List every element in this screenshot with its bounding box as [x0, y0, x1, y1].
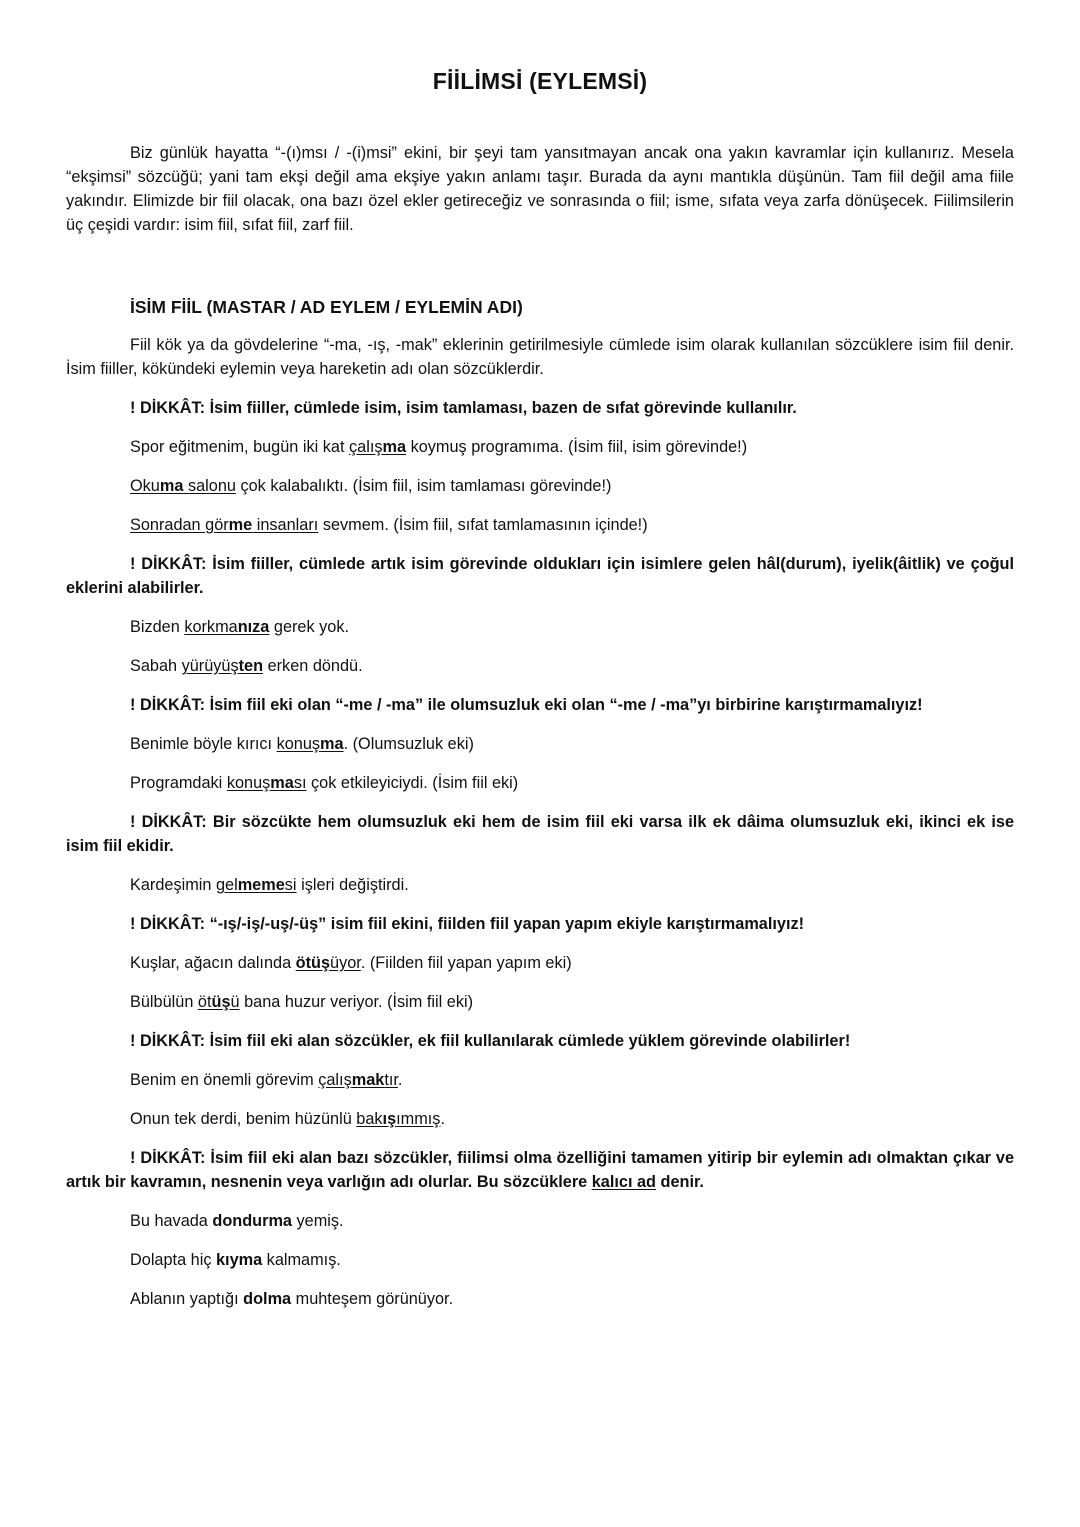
text-segment: Onun tek derdi, benim hüzünlü — [130, 1110, 357, 1128]
text-segment: denir. — [656, 1173, 704, 1191]
text-segment: Bizden — [130, 618, 185, 636]
emphasized-text: gel — [215, 876, 238, 894]
text-segment: . (Fiilden fiil yapan yapım eki) — [360, 954, 572, 972]
text-segment: sevmem. (İsim fiil, sıfat tamlamasının içinde!) — [318, 516, 648, 534]
warning-note — [66, 396, 1014, 420]
text-segment: Biz günlük hayatta “-(ı)msı / -(i)msi” ekini, bir şeyi tam yansıtmayan ancak ona yakın kavramlar için kullanırız. Mesela “ekşimsi” sözcüğü; yani tam ekşi değil ama ekşiye yakın anlamı taşır. Burada da aynı mantıkla düşünün. Tam fiil değil ama fiile yakındır. Elimizde bir fiil olacak, ona bazı özel ekler getireceğiz ve sonrasında o fiil; isme, sıfata veya zarfa dönüşecek. Fiilimsilerin üç çeşidi vardır: isim fiil, sıfat fiil, zarf fiil. — [66, 144, 1014, 234]
warning-note — [66, 912, 1014, 936]
emphasized-text: mak — [351, 1071, 385, 1089]
emphasized-text: konuş — [226, 774, 271, 792]
text-segment: Benim en önemli görevim — [130, 1071, 319, 1089]
emphasized-text: ü — [230, 993, 240, 1011]
example-sentence — [66, 435, 1014, 459]
text-segment: Kardeşimin — [130, 876, 216, 894]
emphasized-text: si — [284, 876, 297, 894]
example-sentence — [66, 1209, 1014, 1233]
text-segment: gerek yok. — [269, 618, 350, 636]
text-segment: erken döndü. — [263, 657, 363, 675]
example-sentence — [66, 951, 1014, 975]
emphasized-text: konuş — [276, 735, 321, 753]
emphasized-text: bak — [356, 1110, 383, 1128]
emphasized-text: ış — [382, 1110, 397, 1128]
emphasized-text: kalıcı ad — [591, 1173, 656, 1191]
emphasized-text: ma — [270, 774, 294, 792]
text-segment: . — [397, 1071, 403, 1089]
document-page — [66, 68, 1014, 1326]
text-segment: çok kalabalıktı. (İsim fiil, isim tamlaması görevinde!) — [235, 477, 612, 495]
warning-note — [66, 1146, 1014, 1194]
warning-note — [66, 552, 1014, 600]
text-segment: ! DİKKÂT: Bir sözcükte hem olumsuzluk eki hem de isim fiil eki varsa ilk ek dâima olumsuzluk eki, ikinci ek ise isim fiil ekidir. — [66, 813, 1014, 855]
text-segment: ! DİKKÂT: İsim fiiller, cümlede artık isim görevinde oldukları için isimlere gelen hâl(durum), iyelik(âitlik) ve çoğul eklerini alabilirler. — [66, 555, 1014, 597]
warning-note — [66, 1029, 1014, 1053]
text-segment: İSİM FİİL (MASTAR / AD EYLEM / EYLEMİN ADI) — [130, 297, 523, 317]
emphasized-text: üyor — [330, 954, 361, 972]
text-segment: muhteşem görünüyor. — [291, 1290, 454, 1308]
emphasized-text: nıza — [237, 618, 270, 636]
example-sentence — [66, 732, 1014, 756]
emphasized-text: ten — [238, 657, 264, 675]
emphasized-text: çalış — [349, 438, 383, 456]
example-sentence — [66, 513, 1014, 537]
example-sentence — [66, 1107, 1014, 1131]
emphasized-text: meme — [237, 876, 285, 894]
text-segment: ! DİKKÂT: İsim fiiller, cümlede isim, isim tamlaması, bazen de sıfat görevinde kullanılır. — [130, 399, 797, 417]
section-heading — [66, 295, 1014, 319]
emphasized-text: ma — [382, 438, 407, 456]
warning-note — [66, 693, 1014, 717]
text-segment: kalmamış. — [262, 1251, 341, 1269]
paragraph — [66, 141, 1014, 237]
emphasized-text: tır — [384, 1071, 398, 1089]
example-sentence — [66, 873, 1014, 897]
text-segment: çok etkileyiciydi. (İsim fiil eki) — [306, 774, 519, 792]
warning-note — [66, 810, 1014, 858]
example-sentence — [66, 990, 1014, 1014]
emphasized-text: üş — [211, 993, 231, 1011]
text-segment: işleri değiştirdi. — [296, 876, 409, 894]
emphasized-text: dondurma — [212, 1212, 292, 1230]
text-segment: Sabah — [130, 657, 182, 675]
text-segment: Kuşlar, ağacın dalında — [130, 954, 296, 972]
emphasized-text: Oku — [130, 477, 160, 495]
example-sentence — [66, 615, 1014, 639]
emphasized-text: öt — [197, 993, 212, 1011]
example-sentence — [66, 474, 1014, 498]
text-segment: ! DİKKÂT: İsim fiil eki alan bazı sözcükler, fiilimsi olma özelliğini tamamen yitirip bir eylemin adı olmaktan çıkar ve artık bir kavramın, nesnenin veya varlığın adı olurlar. Bu sözcüklere — [66, 1149, 1014, 1191]
example-sentence — [66, 1248, 1014, 1272]
emphasized-text: sı — [293, 774, 307, 792]
example-sentence — [66, 1068, 1014, 1092]
text-segment: yemiş. — [291, 1212, 344, 1230]
emphasized-text: ötüş — [295, 954, 331, 972]
emphasized-text: ma — [159, 477, 184, 495]
example-sentence — [66, 654, 1014, 678]
emphasized-text: salonu — [183, 477, 236, 495]
emphasized-text: çalış — [318, 1071, 352, 1089]
emphasized-text: dolma — [243, 1290, 292, 1308]
text-segment: Spor eğitmenim, bugün iki kat — [130, 438, 350, 456]
text-segment: Dolapta hiç — [130, 1251, 216, 1269]
emphasized-text: Sonradan gör — [130, 516, 229, 534]
text-segment: . — [440, 1110, 445, 1128]
emphasized-text: korkma — [184, 618, 238, 636]
emphasized-text: ımmış — [396, 1110, 441, 1128]
document-body — [66, 141, 1014, 1311]
emphasized-text: yürüyüş — [181, 657, 239, 675]
emphasized-text: ma — [320, 735, 344, 753]
example-sentence — [66, 771, 1014, 795]
text-segment: . (Olumsuzluk eki) — [343, 735, 474, 753]
text-segment: Bülbülün — [130, 993, 198, 1011]
text-segment: bana huzur veriyor. (İsim fiil eki) — [239, 993, 474, 1011]
text-segment: koymuş programıma. (İsim fiil, isim görevinde!) — [406, 438, 748, 456]
text-segment: ! DİKKÂT: İsim fiil eki olan “-me / -ma” ile olumsuzluk eki olan “-me / -ma”yı birbirine karıştırmamalıyız! — [130, 696, 923, 714]
text-segment: ! DİKKÂT: İsim fiil eki alan sözcükler, ek fiil kullanılarak cümlede yüklem görevinde olabilirler! — [130, 1032, 851, 1050]
text-segment: ! DİKKÂT: “-ış/-iş/-uş/-üş” isim fiil ekini, fiilden fiil yapan yapım ekiyle karıştırmamalıyız! — [130, 915, 805, 933]
text-segment: Ablanın yaptığı — [130, 1290, 244, 1308]
example-sentence — [66, 1287, 1014, 1311]
page-title: FİİLİMSİ (EYLEMSİ) — [432, 68, 648, 94]
emphasized-text: kıyma — [215, 1251, 263, 1269]
text-segment: Benimle böyle kırıcı — [130, 735, 277, 753]
emphasized-text: insanları — [252, 516, 319, 534]
paragraph — [66, 333, 1014, 381]
text-segment: Bu havada — [130, 1212, 213, 1230]
text-segment: Programdaki — [130, 774, 227, 792]
emphasized-text: me — [228, 516, 253, 534]
text-segment: Fiil kök ya da gövdelerine “-ma, -ış, -mak” eklerinin getirilmesiyle cümlede isim olarak kullanılan sözcüklere isim fiil denir. İsim fiiller, kökündeki eylemin veya hareketin adı olan sözcüklerdir. — [66, 336, 1014, 378]
